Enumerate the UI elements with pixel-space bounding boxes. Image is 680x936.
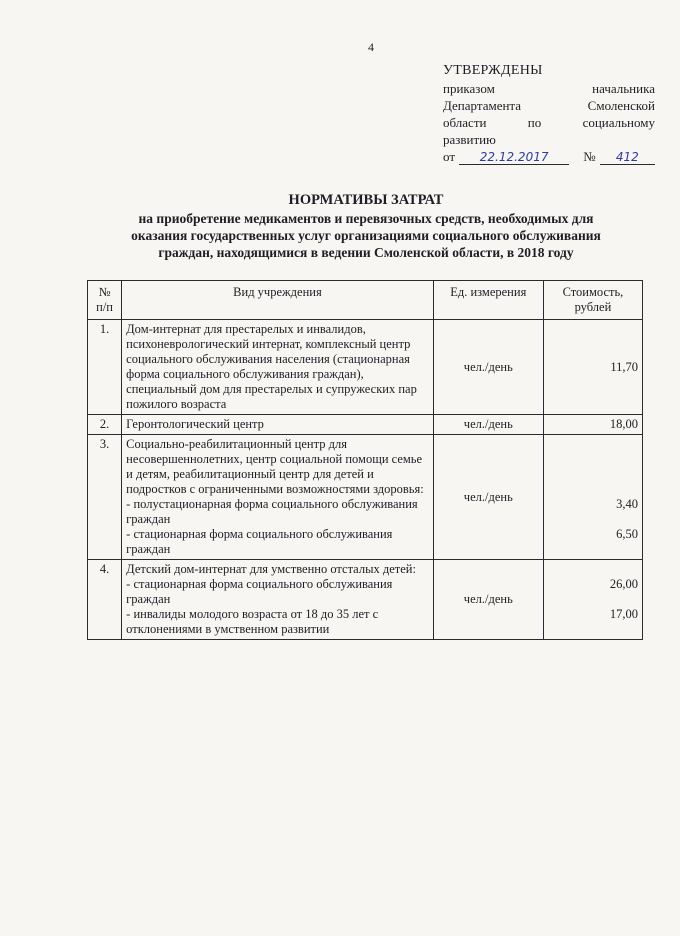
row-unit: чел./день [433,560,543,640]
approval-line: Департамента Смоленской [443,98,655,113]
row-num: 1. [88,320,122,415]
table-header-row [88,281,643,320]
title-main: НОРМАТИВЫ ЗАТРАТ [288,192,444,208]
approval-block [443,62,655,165]
approval-line: развитию [443,132,496,147]
row-name-sub: - стационарная форма социального обслуживания граждан [126,577,393,606]
row-name: Дом-интернат для престарелых и инвалидов, психоневрологический интернат, комплексный центр социального обслуживания населения (стационарная форма социального обслуживания граждан), специальный дом для престарелых и супружеских пар пожилого возраста [122,320,434,415]
row-name-sub: - инвалиды молодого возраста от 18 до 35 лет с отклонениями в умственном развитии [126,607,379,636]
document-title [90,192,642,261]
header-unit: Ед. измерения [433,281,543,320]
table-row [88,435,643,560]
row-num: 4. [88,560,122,640]
table-row [88,320,643,415]
row-num: 2. [88,415,122,435]
row-cost-value: 6,50 [616,527,638,541]
row-name-intro: Социально-реабилитационный центр для несовершеннолетних, центр социальной помощи семье и детям, реабилитационный центр для детей и подростков с ограниченными возможностями здоровья: [126,437,424,496]
approval-line: приказом начальника [443,81,655,96]
date-label: от [443,149,456,164]
row-unit: чел./день [433,415,543,435]
row-unit: чел./день [433,435,543,560]
row-name-sub: - стационарная форма социального обслуживания граждан [126,527,393,556]
header-name: Вид учреждения [122,281,434,320]
row-cost-value: 17,00 [609,607,638,621]
row-cost: 18,00 [543,415,642,435]
title-subline: граждан, находящимися в ведении Смоленской области, в 2018 году [158,245,574,260]
row-cost: 11,70 [543,320,642,415]
row-cost-value: 3,40 [616,497,638,511]
header-cost: Стоимость, рублей [543,281,642,320]
handwritten-number: 412 [600,150,655,165]
row-name: Геронтологический центр [122,415,434,435]
approval-heading: УТВЕРЖДЕНЫ [443,63,543,78]
row-name-sub: - полустационарная форма социального обслуживания граждан [126,497,418,526]
title-subline: на приобретение медикаментов и перевязочных средств, необходимых для [138,211,594,226]
row-cost [543,560,642,640]
title-subline: оказания государственных услуг организациями социального обслуживания [131,228,601,243]
approval-line: области по социальному [443,115,655,130]
table-row [88,560,643,640]
row-name-intro: Детский дом-интернат для умственно отсталых детей: [126,562,416,576]
approval-signature-line [443,148,655,165]
norms-table [87,280,643,640]
row-cost-value: 26,00 [609,577,638,591]
row-cost [543,435,642,560]
row-num: 3. [88,435,122,560]
page-number: 4 [368,40,374,54]
row-name [122,435,434,560]
number-label: № [583,149,596,164]
row-name [122,560,434,640]
row-unit: чел./день [433,320,543,415]
handwritten-date: 22.12.2017 [459,150,569,165]
table-row [88,415,643,435]
header-num: № п/п [88,281,122,320]
